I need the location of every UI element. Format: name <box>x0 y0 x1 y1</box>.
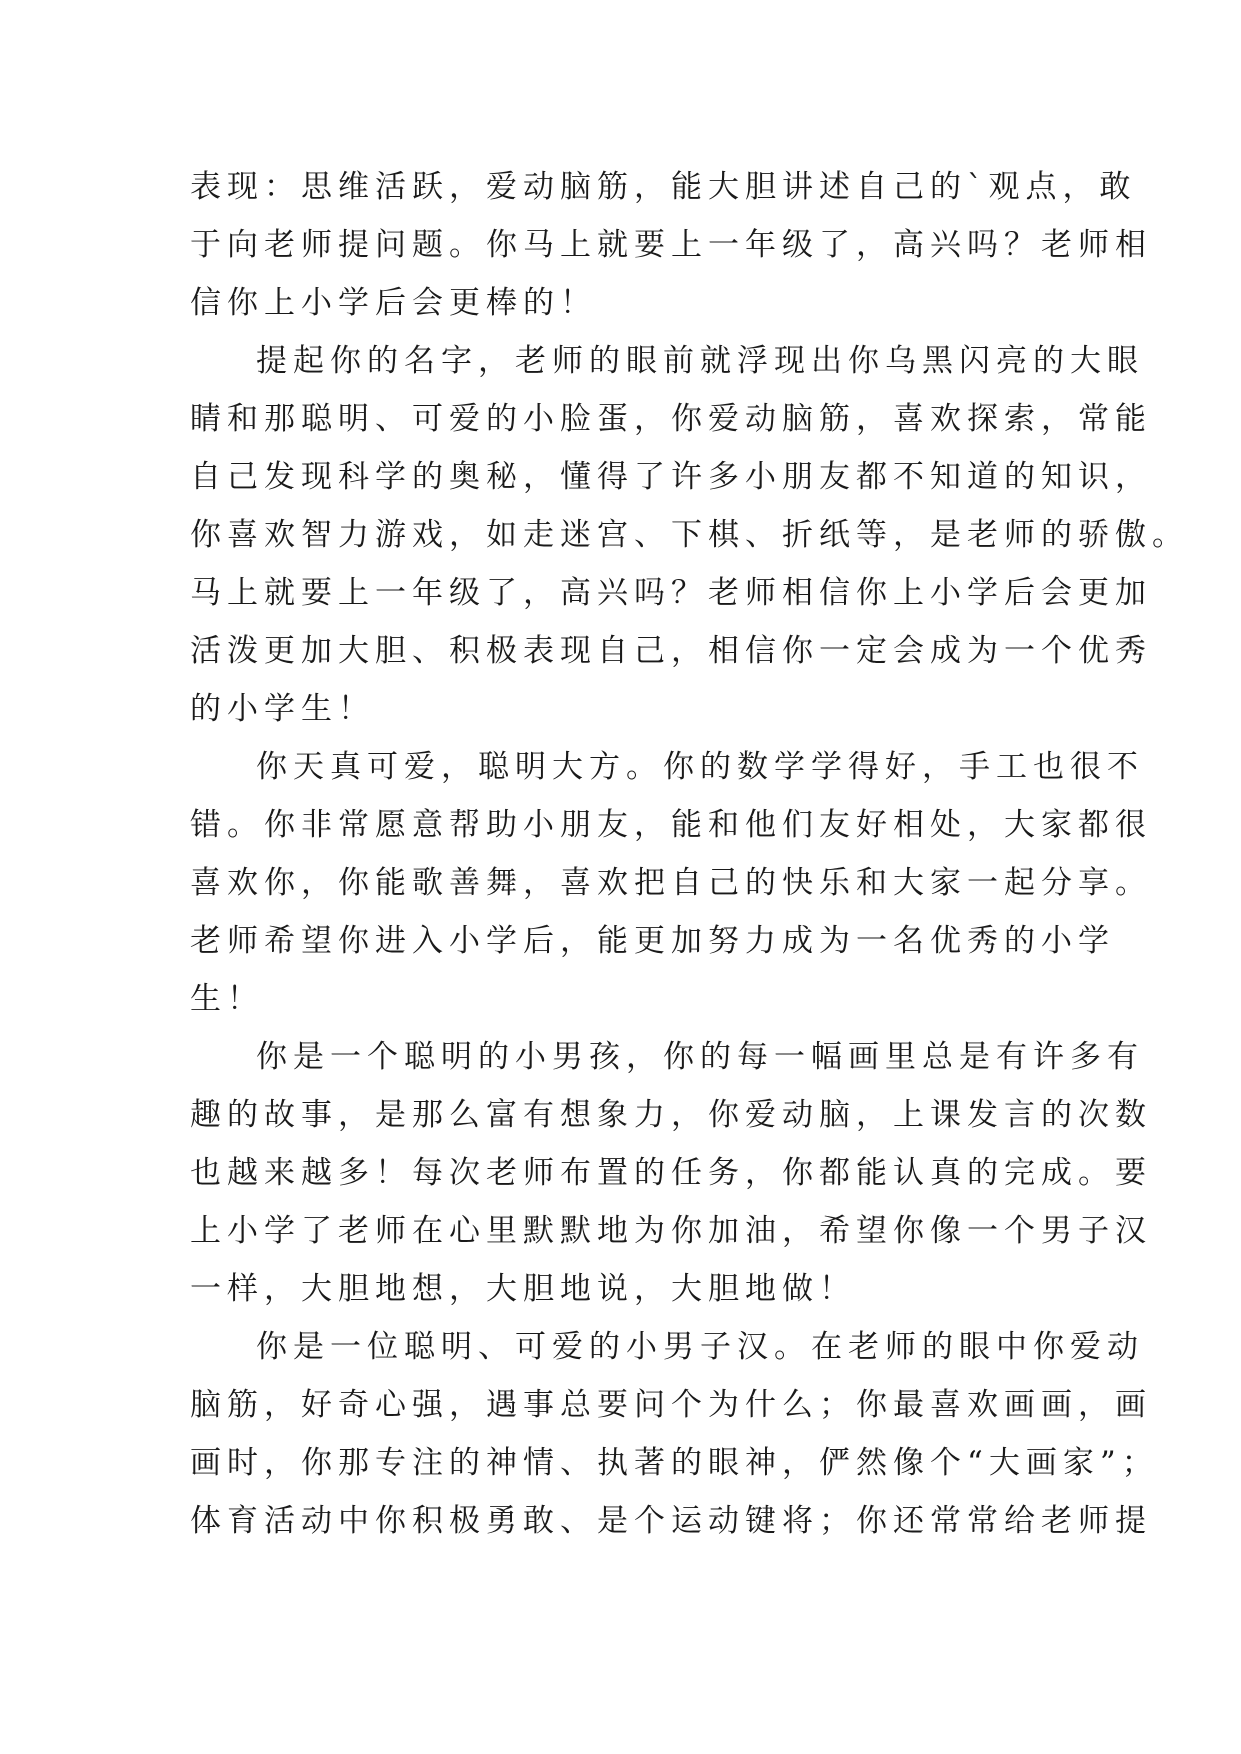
text-line: 喜欢你，你能歌善舞，喜欢把自己的快乐和大家一起分享。 <box>190 865 1152 901</box>
text-line: 体育活动中你积极勇敢、是个运动键将；你还常常给老师提 <box>190 1503 1152 1539</box>
text-line: 生！ <box>190 981 264 1017</box>
body-text <box>190 158 1189 1550</box>
text-line: 一样，大胆地想，大胆地说，大胆地做！ <box>190 1271 856 1307</box>
text-line: 脑筋，好奇心强，遇事总要问个为什么；你最喜欢画画，画 <box>190 1387 1152 1423</box>
text-line: 的小学生！ <box>190 691 375 727</box>
text-line: 马上就要上一年级了，高兴吗？老师相信你上小学后会更加 <box>190 575 1152 611</box>
text-line: 睛和那聪明、可爱的小脸蛋，你爱动脑筋，喜欢探索，常能 <box>190 401 1152 437</box>
text-line: 活泼更加大胆、积极表现自己，相信你一定会成为一个优秀 <box>190 633 1152 669</box>
text-line: 你喜欢智力游戏，如走迷宫、下棋、折纸等，是老师的骄傲。 <box>190 517 1189 553</box>
text-line: 画时，你那专注的神情、执著的眼神，俨然像个“大画家”； <box>190 1445 1159 1481</box>
text-line: 也越来越多！每次老师布置的任务，你都能认真的完成。要 <box>190 1155 1152 1191</box>
paragraph-first-line: 你是一位聪明、可爱的小男子汉。在老师的眼中你爱动 <box>256 1329 1144 1365</box>
text-line: 上小学了老师在心里默默地为你加油，希望你像一个男子汉 <box>190 1213 1152 1249</box>
text-line: 于向老师提问题。你马上就要上一年级了，高兴吗？老师相 <box>190 227 1152 263</box>
text-line: 趣的故事，是那么富有想象力，你爱动脑，上课发言的次数 <box>190 1097 1152 1133</box>
paragraph-first-line: 你天真可爱，聪明大方。你的数学学得好，手工也很不 <box>256 749 1144 785</box>
paragraph-first-line: 提起你的名字，老师的眼前就浮现出你乌黑闪亮的大眼 <box>256 343 1144 379</box>
text-line: 信你上小学后会更棒的！ <box>190 285 597 321</box>
text-line: 自己发现科学的奥秘，懂得了许多小朋友都不知道的知识， <box>190 459 1152 495</box>
text-line: 错。你非常愿意帮助小朋友，能和他们友好相处，大家都很 <box>190 807 1152 843</box>
paragraph-first-line: 你是一个聪明的小男孩，你的每一幅画里总是有许多有 <box>256 1039 1144 1075</box>
text-line: 老师希望你进入小学后，能更加努力成为一名优秀的小学 <box>190 923 1115 959</box>
text-line: 表现：思维活跃，爱动脑筋，能大胆讲述自己的`观点，敢 <box>190 169 1137 205</box>
